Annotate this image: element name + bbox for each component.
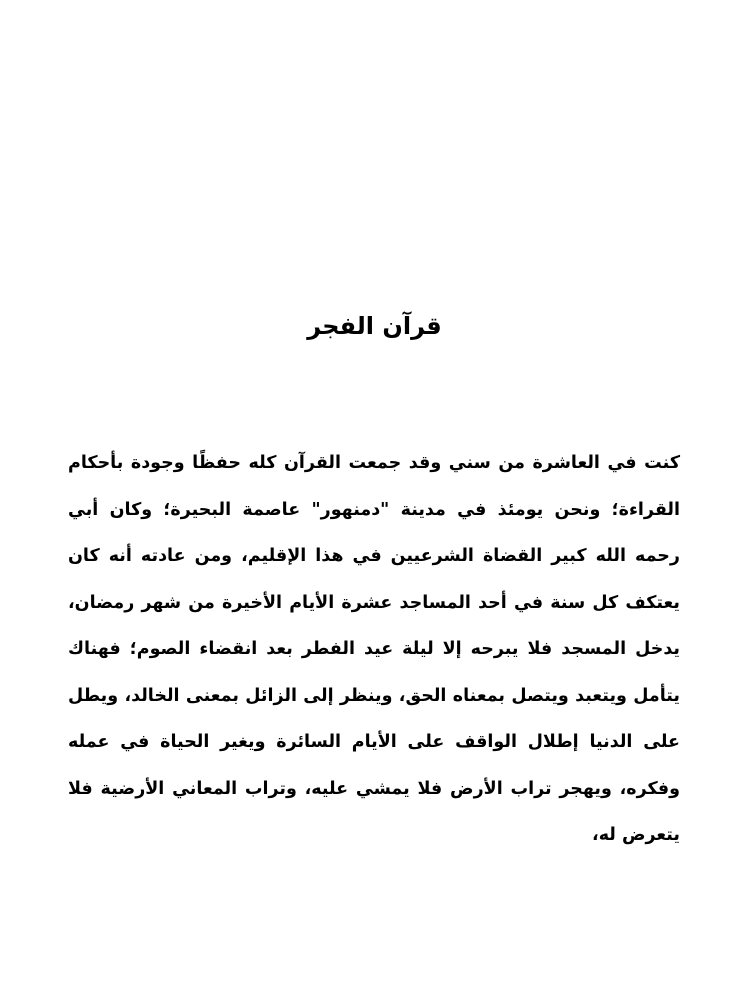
paragraph-line: وفكره، ويهجر تراب الأرض فلا يمشي عليه، وتراب المعاني الأرضية فلا (68, 778, 680, 799)
paragraph-line: يعتكف كل سنة في أحد المساجد عشرة الأيام الأخيرة من شهر رمضان، (68, 592, 680, 613)
paragraph-line: على الدنيا إطلال الواقف على الأيام السائرة ويغير الحياة في عمله (68, 732, 680, 752)
paragraph-line: رحمه الله كبير القضاة الشرعيين في هذا الإقليم، ومن عادته أنه كان (68, 546, 680, 566)
paragraph-line: يدخل المسجد فلا يبرحه إلا ليلة عيد الفطر بعد انقضاء الصوم؛ فهناك (68, 639, 680, 659)
body-paragraph (68, 440, 680, 859)
paragraph-line: يتعرض له، (592, 825, 680, 845)
paragraph-line: القراءة؛ ونحن يومئذ في مدينة "دمنهور" عاصمة البحيرة؛ وكان أبي (68, 499, 680, 520)
paragraph-line: كنت في العاشرة من سني وقد جمعت القرآن كله حفظًا وجودة بأحكام (68, 453, 680, 473)
paragraph-line: يتأمل ويتعبد ويتصل بمعناه الحق، وينظر إلى الزائل بمعنى الخالد، ويطل (68, 685, 680, 706)
page-title: قرآن الفجر (307, 312, 442, 340)
